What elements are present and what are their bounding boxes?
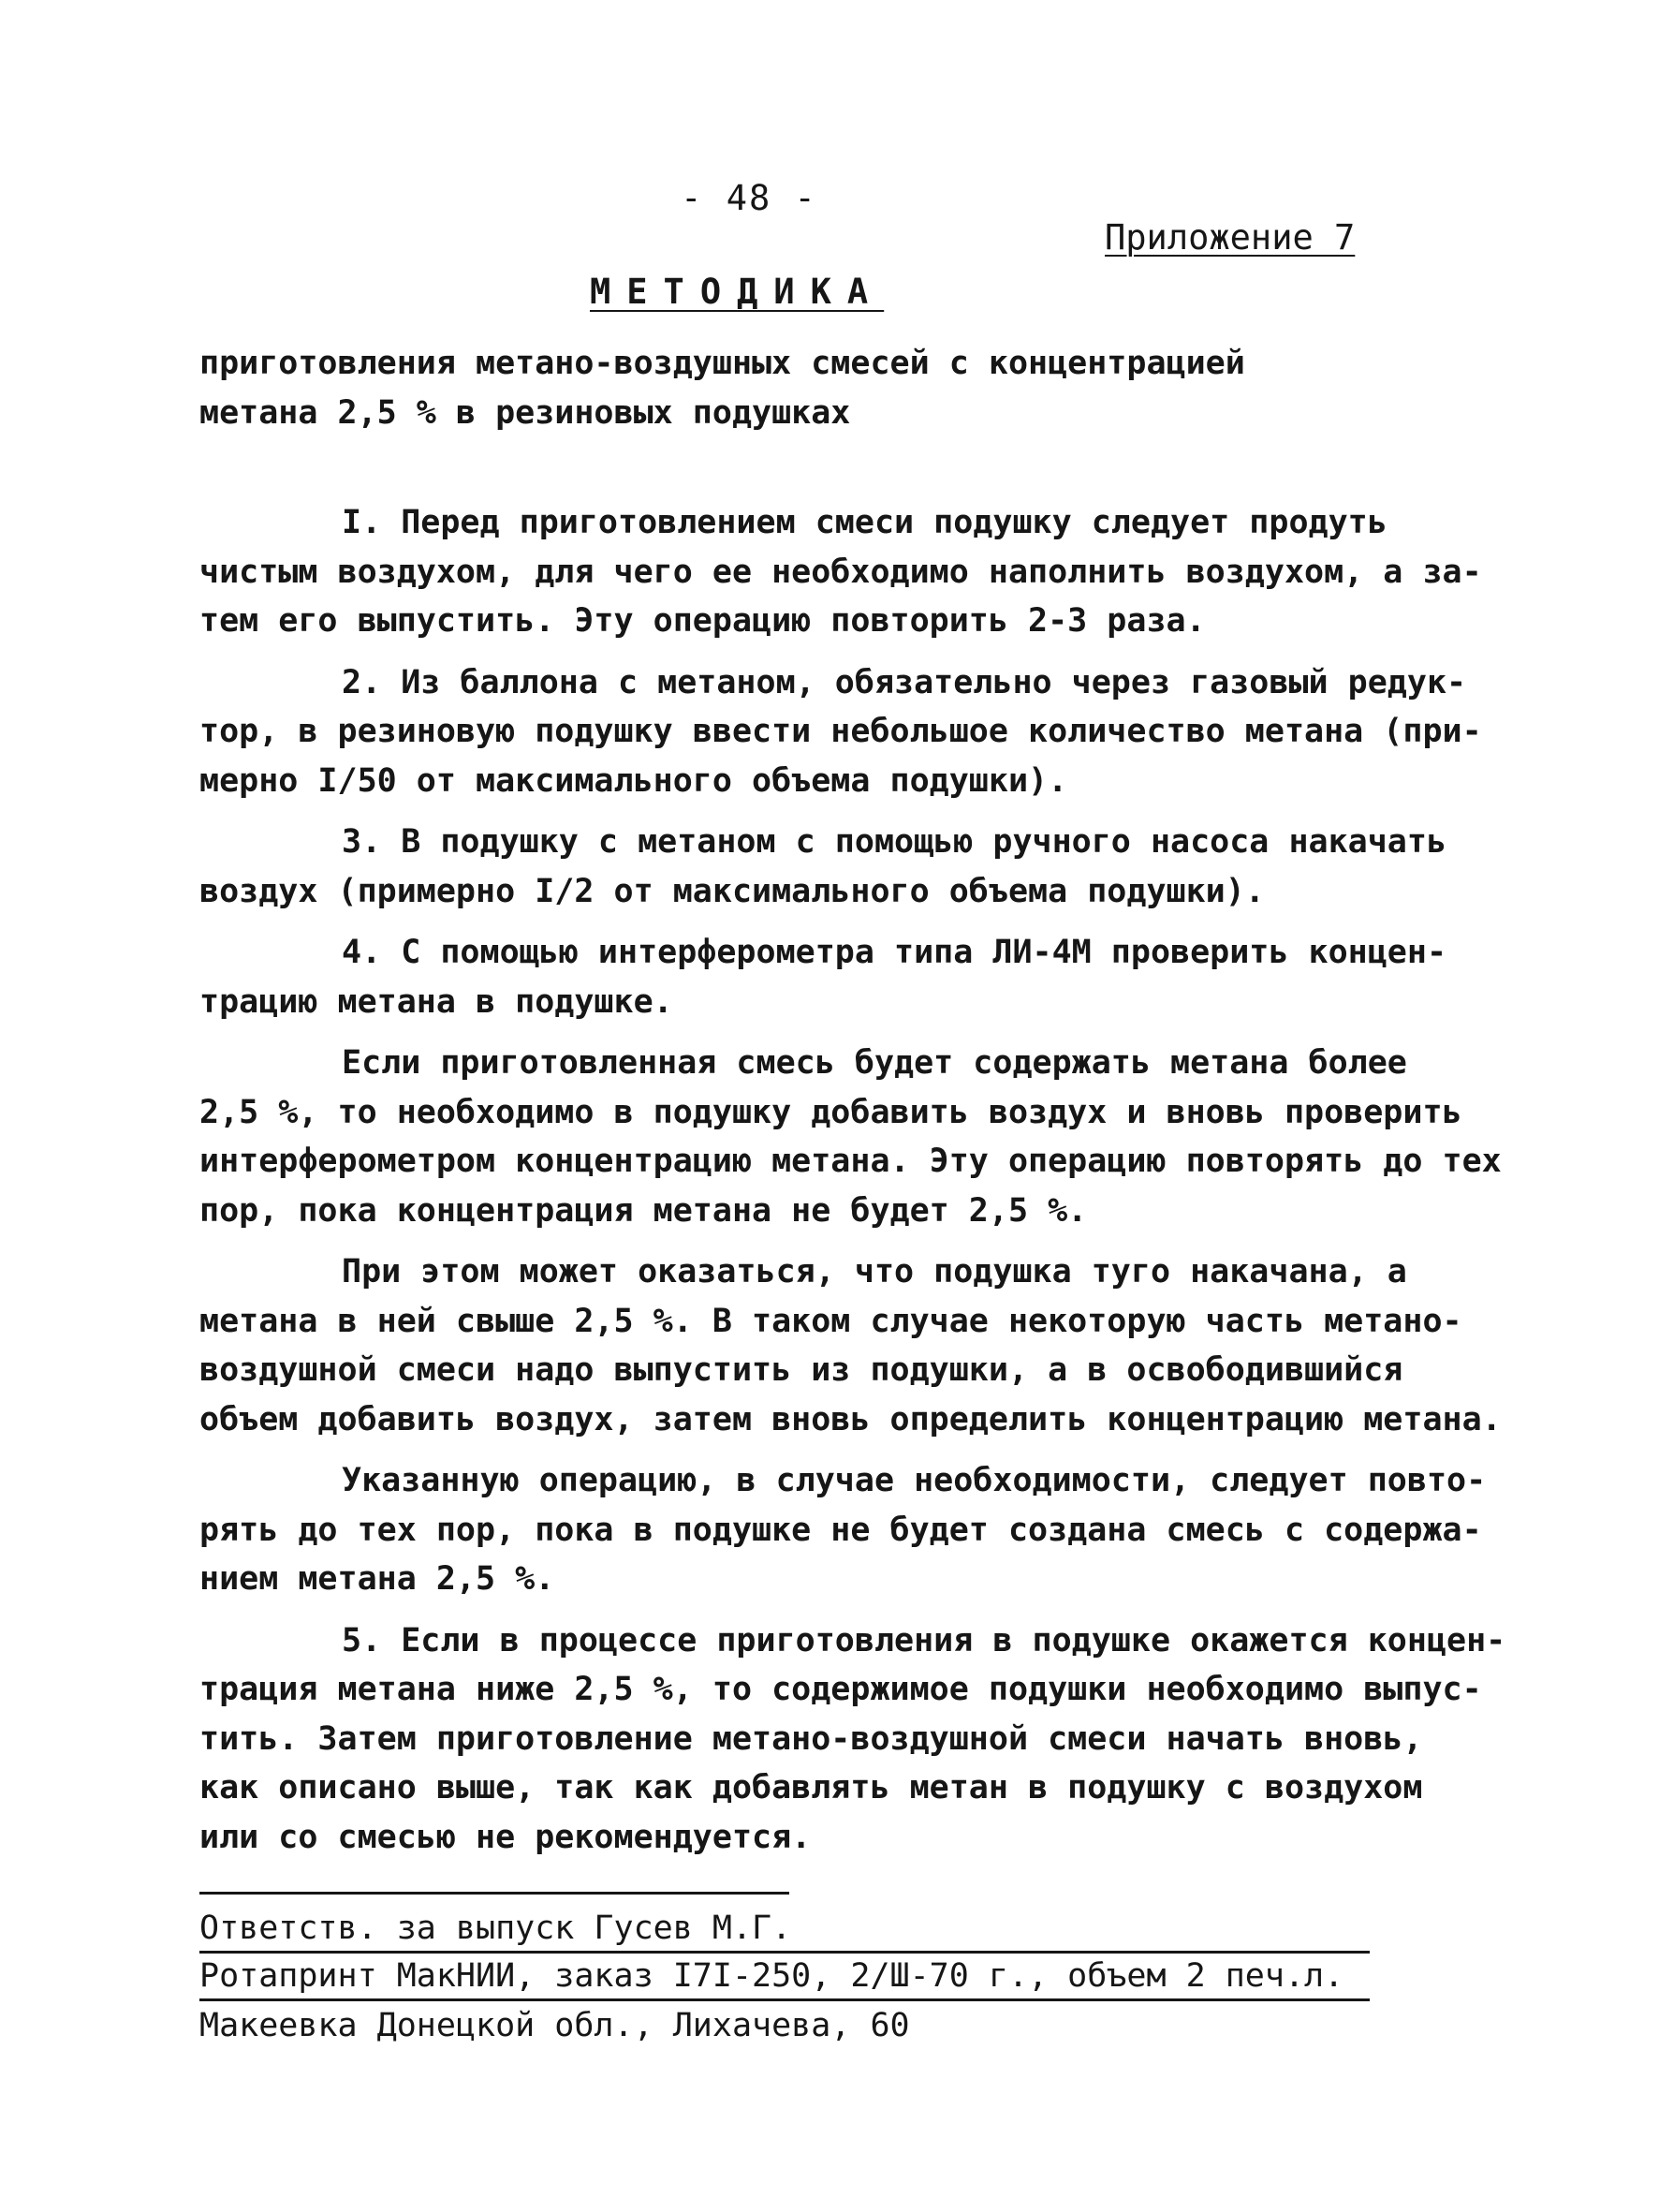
paragraph-step-4 [199, 928, 1491, 1026]
text-line: 5. Если в процессе приготовления в подушке окажется концен- [342, 1621, 1506, 1659]
text-line: рять до тех пор, пока в подушке не будет создана смесь с содержа- [199, 1511, 1482, 1549]
document-subtitle [199, 339, 1510, 438]
document-title: МЕТОДИКА [590, 272, 885, 312]
appendix-label: Приложение 7 [1105, 217, 1356, 258]
page-number: - 48 - [681, 178, 817, 218]
printing-info: Ротапринт МакНИИ, заказ I7I-250, 2/Ш-70 г., объем 2 печ.л. [199, 1954, 1370, 2001]
text-line: воздух (примерно I/2 от максимального объема подушки). [199, 872, 1265, 910]
text-line: метана в ней свыше 2,5 %. В таком случае некоторую часть метано- [199, 1302, 1462, 1340]
paragraph-tight-cushion [199, 1247, 1502, 1444]
text-line: пор, пока концентрация метана не будет 2,5 %. [199, 1191, 1088, 1230]
paragraph-step-2 [199, 658, 1491, 806]
text-line: 2. Из баллона с метаном, обязательно через газовый редук- [342, 663, 1467, 701]
paragraph-step-3 [199, 818, 1491, 916]
text-line: тем его выпустить. Эту операцию повторить 2-3 раза. [199, 602, 1206, 640]
imprint-footer [199, 1892, 1370, 2050]
subtitle-line: приготовления метано-воздушных смесей с концентрацией [199, 345, 1245, 382]
paragraph-step-5 [199, 1616, 1506, 1863]
text-line: I. Перед приготовлением смеси подушку следует продуть [342, 504, 1387, 541]
paragraph-step-1 [199, 498, 1491, 646]
text-line: тить. Затем приготовление метано-воздушной смеси начать вновь, [199, 1719, 1423, 1758]
text-line: При этом может оказаться, что подушка туго накачана, а [342, 1253, 1407, 1290]
text-line: чистым воздухом, для чего ее необходимо наполнить воздухом, а за- [199, 553, 1482, 591]
subtitle-line: метана 2,5 % в резиновых подушках [199, 394, 851, 432]
text-line: 2,5 %, то необходимо в подушку добавить воздух и вновь проверить [199, 1093, 1462, 1131]
responsible-editor: Ответств. за выпуск Гусев М.Г. [199, 1906, 1370, 1954]
text-line: объем добавить воздух, затем вновь определить концентрацию метана. [199, 1400, 1502, 1438]
document-body [199, 498, 1506, 1874]
text-line: Если приготовленная смесь будет содержать метана более [342, 1044, 1407, 1082]
text-line: воздушной смеси надо выпустить из подушки, а в освободившийся [199, 1351, 1403, 1389]
publisher-address: Макеевка Донецкой обл., Лихачева, 60 [199, 2007, 910, 2044]
text-line: мерно I/50 от максимального объема подушки). [199, 761, 1068, 800]
text-line: интерферометром концентрацию метана. Эту операцию повторять до тех [199, 1143, 1502, 1180]
text-line: или со смесью не рекомендуется. [199, 1818, 812, 1856]
text-line: как описано выше, так как добавлять метан в подушку с воздухом [199, 1769, 1423, 1806]
footer-divider [199, 1892, 789, 1895]
text-line: нием метана 2,5 %. [199, 1560, 555, 1598]
text-line: трация метана ниже 2,5 %, то содержимое подушки необходимо выпус- [199, 1671, 1482, 1708]
paragraph-excess-methane [199, 1039, 1502, 1235]
paragraph-repeat-operation [199, 1456, 1491, 1604]
text-line: тор, в резиновую подушку ввести небольшое количество метана (при- [199, 713, 1482, 750]
text-line: трацию метана в подушке. [199, 982, 673, 1021]
text-line: 4. С помощью интерферометра типа ЛИ-4М проверить концен- [342, 934, 1447, 971]
text-line: 3. В подушку с метаном с помощью ручного насоса накачать [342, 823, 1447, 861]
text-line: Указанную операцию, в случае необходимости, следует повто- [342, 1462, 1487, 1499]
